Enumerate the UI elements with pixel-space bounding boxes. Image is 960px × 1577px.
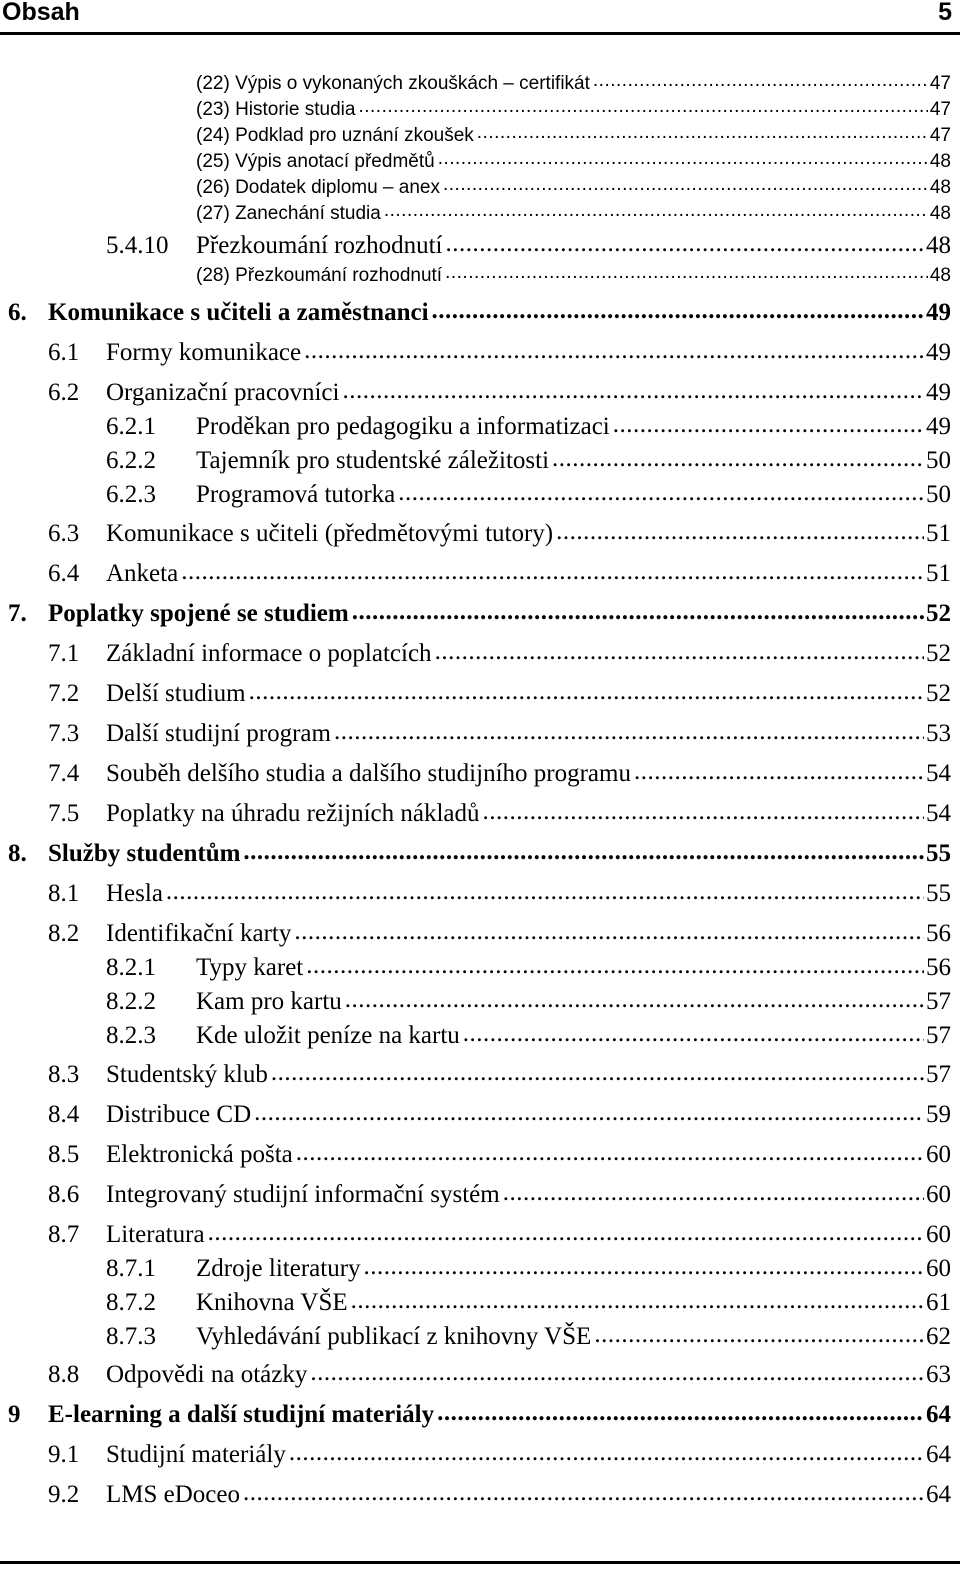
toc-entry-number: 8.4 <box>48 1101 80 1128</box>
toc-entry-number: 7.5 <box>48 800 80 827</box>
leader-dots <box>460 1018 924 1043</box>
toc-entry[interactable] <box>196 70 951 95</box>
toc-entry-number: 9.2 <box>48 1481 80 1508</box>
leader-dots <box>480 796 925 821</box>
toc-entry-title: (28) Přezkoumání rozhodnutí <box>196 265 443 286</box>
toc-entry-title: Organizační pracovníci <box>106 379 340 406</box>
toc-entry-number: 8.7.3 <box>106 1323 156 1350</box>
toc-entry-page: 60 <box>926 1181 951 1208</box>
toc-entry-page: 47 <box>929 125 951 146</box>
leader-dots <box>442 228 924 253</box>
toc-entry-page: 52 <box>926 600 951 627</box>
toc-entry-title: Komunikace s učiteli (předmětovými tutory) <box>106 520 554 547</box>
toc-entry-number: 7.1 <box>48 640 80 667</box>
leader-dots <box>610 409 924 434</box>
leader-dots <box>251 1097 924 1122</box>
leader-dots <box>342 984 924 1009</box>
toc-entry-number: 6.4 <box>48 560 80 587</box>
toc-entry-page: 49 <box>926 379 951 406</box>
toc-entry-number: 8.2.2 <box>106 988 156 1015</box>
toc-entry[interactable] <box>48 676 951 708</box>
toc-entry-page: 48 <box>929 177 951 198</box>
toc-entry[interactable] <box>196 174 951 199</box>
toc-entry-title: Distribuce CD <box>106 1101 252 1128</box>
toc-entry-number: 9.1 <box>48 1441 80 1468</box>
toc-entry-number: 5.4.10 <box>106 232 169 259</box>
toc-entry-number: 9 <box>8 1401 21 1428</box>
toc-entry-number: 7. <box>8 600 27 627</box>
toc-entry[interactable] <box>196 148 951 173</box>
leader-dots <box>303 950 924 975</box>
leader-dots <box>474 122 928 141</box>
leader-dots <box>246 676 924 701</box>
toc-entry-title: E-learning a další studijní materiály <box>48 1401 435 1428</box>
toc-entry[interactable] <box>48 796 951 828</box>
toc-entry-page: 52 <box>926 680 951 707</box>
toc-entry-page: 47 <box>929 99 951 120</box>
toc-entry-page: 55 <box>926 880 951 907</box>
toc-entry-page: 61 <box>926 1289 951 1316</box>
leader-dots <box>349 596 924 621</box>
toc-entry-title: Kde uložit peníze na kartu <box>196 1022 460 1049</box>
toc-entry[interactable] <box>48 516 951 548</box>
toc-entry-title: (25) Výpis anotací předmětů <box>196 151 435 172</box>
toc-entry-page: 57 <box>926 1022 951 1049</box>
toc-entry-title: Literatura <box>106 1221 205 1248</box>
toc-entry[interactable] <box>106 409 951 441</box>
toc-entry-page: 60 <box>926 1221 951 1248</box>
toc-entry[interactable] <box>48 1357 951 1389</box>
toc-entry-number: 8.8 <box>48 1361 80 1388</box>
toc-entry-number: 8.6 <box>48 1181 80 1208</box>
toc-entry-number: 8. <box>8 840 27 867</box>
toc-entry-title: Poplatky spojené se studiem <box>48 600 349 627</box>
toc-entry-page: 52 <box>926 640 951 667</box>
leader-dots <box>590 70 928 89</box>
toc-chapter[interactable] <box>8 836 951 868</box>
toc-entry[interactable] <box>48 1137 951 1169</box>
toc-entry[interactable] <box>48 1097 951 1129</box>
toc-entry-title: Zdroje literatury <box>196 1255 361 1282</box>
leader-dots <box>395 477 924 502</box>
toc-entry-title: Delší studium <box>106 680 246 707</box>
toc-entry-page: 50 <box>926 481 951 508</box>
toc-entry-title: Další studijní program <box>106 720 331 747</box>
toc-entry[interactable] <box>48 375 951 407</box>
toc-entry-number: 6.2.3 <box>106 481 156 508</box>
toc-entry-number: 6.2.1 <box>106 413 156 440</box>
toc-entry-title: Identifikační karty <box>106 920 292 947</box>
toc-entry-page: 64 <box>926 1481 951 1508</box>
header-title: Obsah <box>2 0 80 26</box>
toc-entry-title: Elektronická pošta <box>106 1141 293 1168</box>
toc-entry-title: Programová tutorka <box>196 481 396 508</box>
toc-entry-page: 56 <box>926 920 951 947</box>
toc-entry-number: 8.2.3 <box>106 1022 156 1049</box>
toc-entry-number: 8.7.2 <box>106 1289 156 1316</box>
toc-entry-number: 8.5 <box>48 1141 80 1168</box>
leader-dots <box>435 148 928 167</box>
toc-entry[interactable] <box>106 443 951 475</box>
toc-entry[interactable] <box>196 96 951 121</box>
leader-dots <box>178 556 924 581</box>
toc-entry-title: Kam pro kartu <box>196 988 342 1015</box>
toc-entry[interactable] <box>48 876 951 908</box>
toc-entry-page: 53 <box>926 720 951 747</box>
toc-entry-page: 57 <box>926 988 951 1015</box>
toc-entry-title: Přezkoumání rozhodnutí <box>196 232 443 259</box>
toc-entry[interactable] <box>48 1057 951 1089</box>
leader-dots <box>355 96 927 115</box>
toc-entry-number: 6.1 <box>48 339 80 366</box>
toc-entry-title: (23) Historie studia <box>196 99 356 120</box>
toc-entry-title: Základní informace o poplatcích <box>106 640 432 667</box>
leader-dots <box>205 1217 924 1242</box>
leader-dots <box>286 1437 924 1462</box>
toc-entry-page: 48 <box>929 203 951 224</box>
toc-entry[interactable] <box>48 756 951 788</box>
toc-chapter[interactable] <box>8 596 951 628</box>
toc-entry[interactable] <box>106 950 951 982</box>
leader-dots <box>549 443 924 468</box>
leader-dots <box>381 200 928 219</box>
toc-entry-page: 48 <box>929 265 951 286</box>
toc-entry[interactable] <box>196 122 951 147</box>
leader-dots <box>500 1177 924 1202</box>
toc-entry-page: 64 <box>926 1401 951 1428</box>
leader-dots <box>240 1477 924 1502</box>
leader-dots <box>331 716 924 741</box>
toc-entry[interactable] <box>106 228 951 260</box>
leader-dots <box>591 1319 924 1344</box>
leader-dots <box>307 1357 924 1382</box>
toc-entry[interactable] <box>48 1217 951 1249</box>
toc-entry-page: 60 <box>926 1141 951 1168</box>
toc-entry[interactable] <box>106 1018 951 1050</box>
leader-dots <box>301 335 924 360</box>
toc-entry-page: 48 <box>929 151 951 172</box>
leader-dots <box>429 295 924 320</box>
toc-entry-title: Studijní materiály <box>106 1441 286 1468</box>
toc-chapter[interactable] <box>8 295 951 327</box>
toc-entry-title: Tajemník pro studentské záležitosti <box>196 447 550 474</box>
leader-dots <box>361 1251 924 1276</box>
toc-entry-number: 6. <box>8 299 27 326</box>
toc-entry[interactable] <box>196 200 951 225</box>
toc-entry-title: Studentský klub <box>106 1061 268 1088</box>
toc-entry[interactable] <box>48 716 951 748</box>
toc-entry[interactable] <box>48 556 951 588</box>
toc-entry[interactable] <box>48 1177 951 1209</box>
toc-entry-number: 8.7.1 <box>106 1255 156 1282</box>
toc-entry-page: 59 <box>926 1101 951 1128</box>
toc-entry-page: 64 <box>926 1441 951 1468</box>
toc-entry-number: 7.4 <box>48 760 80 787</box>
toc-entry-title: Hesla <box>106 880 163 907</box>
toc-entry-page: 55 <box>926 840 951 867</box>
toc-entry-title: (24) Podklad pro uznání zkoušek <box>196 125 474 146</box>
toc-entry-title: Vyhledávání publikací z knihovny VŠE <box>196 1323 592 1350</box>
footer-rule <box>0 1561 960 1564</box>
toc-entry-number: 8.2.1 <box>106 954 156 981</box>
toc-entry-page: 48 <box>926 232 951 259</box>
toc-entry-page: 56 <box>926 954 951 981</box>
toc-entry[interactable] <box>48 335 951 367</box>
toc-entry[interactable] <box>106 1319 951 1351</box>
toc-entry-number: 6.3 <box>48 520 80 547</box>
leader-dots <box>163 876 924 901</box>
toc-entry-title: (22) Výpis o vykonaných zkouškách – certifikát <box>196 73 590 94</box>
toc-entry-number: 8.3 <box>48 1061 80 1088</box>
toc-entry-title: Proděkan pro pedagogiku a informatizaci <box>196 413 610 440</box>
toc-entry[interactable] <box>106 477 951 509</box>
toc-entry-page: 54 <box>926 760 951 787</box>
toc-entry-number: 8.2 <box>48 920 80 947</box>
toc-entry-title: Knihovna VŠE <box>196 1289 348 1316</box>
toc-entry-number: 8.7 <box>48 1221 80 1248</box>
toc-entry-title: Anketa <box>106 560 179 587</box>
toc-entry-title: (26) Dodatek diplomu – anex <box>196 177 440 198</box>
toc-entry[interactable] <box>48 1437 951 1469</box>
toc-entry[interactable] <box>48 636 951 668</box>
toc-entry-title: Souběh delšího studia a dalšího studijního programu <box>106 760 631 787</box>
leader-dots <box>432 636 924 661</box>
toc-entry[interactable] <box>106 1251 951 1283</box>
toc-entry-title: Typy karet <box>196 954 304 981</box>
toc-entry-page: 60 <box>926 1255 951 1282</box>
toc-entry-page: 54 <box>926 800 951 827</box>
toc-entry-page: 49 <box>926 339 951 366</box>
toc-entry-title: Integrovaný studijní informační systém <box>106 1181 500 1208</box>
toc-entry-page: 57 <box>926 1061 951 1088</box>
toc-entry-title: Formy komunikace <box>106 339 302 366</box>
leader-dots <box>293 1137 924 1162</box>
leader-dots <box>434 1397 924 1422</box>
toc-entry-title: (27) Zanechání studia <box>196 203 381 224</box>
leader-dots <box>348 1285 924 1310</box>
toc-entry-page: 51 <box>926 560 951 587</box>
leader-dots <box>442 262 928 281</box>
toc-entry-number: 6.2 <box>48 379 80 406</box>
toc-entry[interactable] <box>106 1285 951 1317</box>
toc-entry-page: 51 <box>926 520 951 547</box>
toc-entry-page: 63 <box>926 1361 951 1388</box>
toc-entry-title: Služby studentům <box>48 840 241 867</box>
toc-entry-page: 49 <box>926 413 951 440</box>
leader-dots <box>440 174 928 193</box>
leader-dots <box>291 916 924 941</box>
toc-entry[interactable] <box>48 916 951 948</box>
leader-dots <box>240 836 924 861</box>
leader-dots <box>553 516 924 541</box>
toc-entry[interactable] <box>196 262 951 287</box>
toc-entry[interactable] <box>106 984 951 1016</box>
leader-dots <box>339 375 924 400</box>
toc-entry-page: 47 <box>929 73 951 94</box>
toc-entry-number: 8.1 <box>48 880 80 907</box>
toc-entry-title: Odpovědi na otázky <box>106 1361 308 1388</box>
toc-entry-page: 50 <box>926 447 951 474</box>
header-page-number: 5 <box>938 0 952 26</box>
toc-entry-number: 7.3 <box>48 720 80 747</box>
leader-dots <box>268 1057 924 1082</box>
toc-entry-title: LMS eDoceo <box>106 1481 240 1508</box>
toc-entry-title: Poplatky na úhradu režijních nákladů <box>106 800 480 827</box>
toc-entry-number: 6.2.2 <box>106 447 156 474</box>
toc-entry-page: 62 <box>926 1323 951 1350</box>
toc-entry-title: Komunikace s učiteli a zaměstnanci <box>48 299 429 326</box>
toc-entry[interactable] <box>48 1477 951 1509</box>
toc-chapter[interactable] <box>8 1397 951 1429</box>
toc-entry-page: 49 <box>926 299 951 326</box>
leader-dots <box>631 756 924 781</box>
toc-entry-number: 7.2 <box>48 680 80 707</box>
